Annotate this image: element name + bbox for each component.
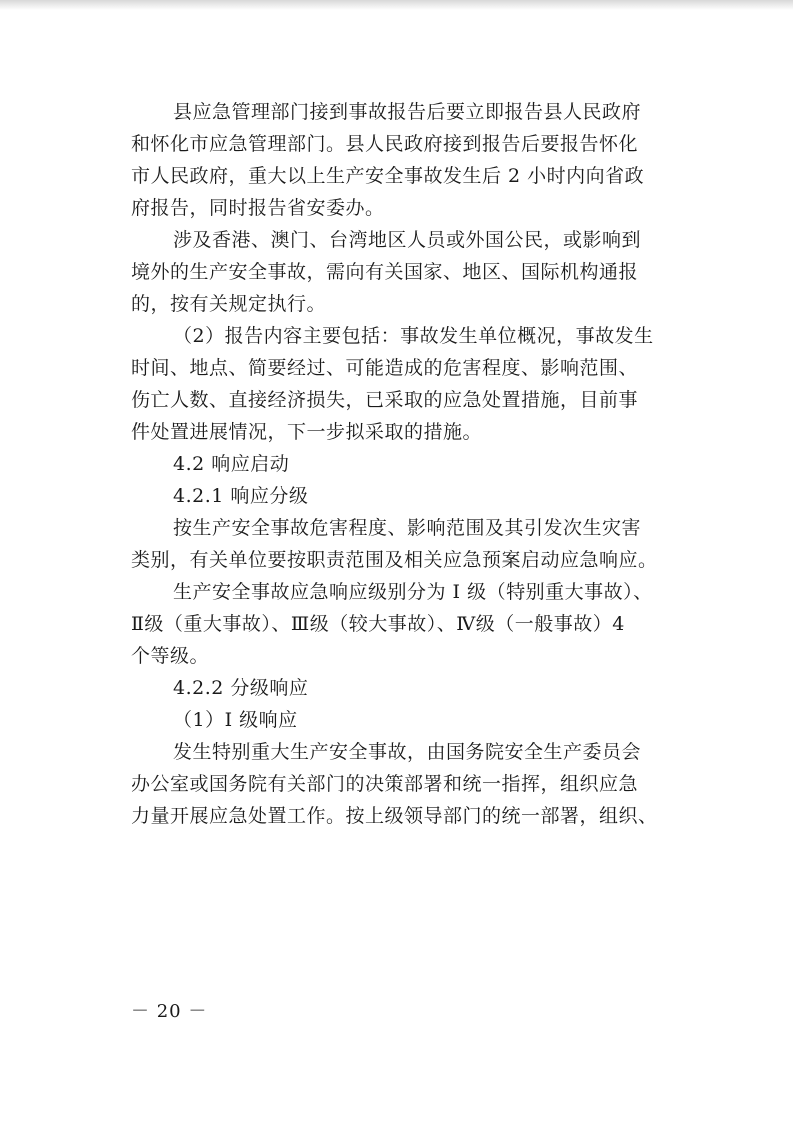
paragraph-line: （2）报告内容主要包括：事故发生单位概况，事故发生 (173, 325, 654, 347)
section-heading: 4.2.2 分级响应 (173, 677, 309, 699)
paragraph-line: 生产安全事故应急响应级别分为 I 级（特别重大事故）、 (173, 581, 653, 603)
paragraph-line: 发生特别重大生产安全事故，由国务院安全生产委员会 (173, 741, 642, 763)
paragraph-line: 涉及香港、澳门、台湾地区人员或外国公民，或影响到 (173, 229, 642, 251)
paragraph-line: 的，按有关规定执行。 (131, 293, 327, 315)
paragraph-line: Ⅱ级（重大事故）、Ⅲ级（较大事故）、Ⅳ级（一般事故）4 (131, 613, 625, 635)
document-body (131, 96, 691, 832)
paragraph-line: 县应急管理部门接到事故报告后要立即报告县人民政府 (173, 101, 642, 123)
paragraph-line: 境外的生产安全事故，需向有关国家、地区、国际机构通报 (131, 261, 639, 283)
paragraph-line: 时间、地点、简要经过、可能造成的危害程度、影响范围、 (131, 357, 639, 379)
section-heading: 4.2.1 响应分级 (173, 485, 309, 507)
paragraph-line: 和怀化市应急管理部门。县人民政府接到报告后要报告怀化 (131, 133, 639, 155)
paragraph-line: 个等级。 (131, 645, 210, 667)
section-heading: 4.2 响应启动 (173, 453, 290, 475)
paragraph-line: 按生产安全事故危害程度、影响范围及其引发次生灾害 (173, 517, 642, 539)
paragraph-line: 市人民政府，重大以上生产安全事故发生后 2 小时内向省政 (131, 165, 645, 187)
paragraph-line: 伤亡人数、直接经济损失，已采取的应急处置措施，目前事 (131, 389, 639, 411)
paragraph-line: 力量开展应急处置工作。按上级领导部门的统一部署，组织、 (131, 805, 658, 827)
paragraph-line: 件处置进展情况，下一步拟采取的措施。 (131, 421, 483, 443)
subsection-heading: （1）I 级响应 (173, 709, 298, 731)
paragraph-line: 类别，有关单位要按职责范围及相关应急预案启动应急响应。 (131, 549, 658, 571)
paragraph-line: 办公室或国务院有关部门的决策部署和统一指挥，组织应急 (131, 773, 639, 795)
scan-edge (0, 0, 793, 10)
paragraph-line: 府报告，同时报告省安委办。 (131, 197, 385, 219)
page-number: － 20 － (131, 1001, 208, 1022)
